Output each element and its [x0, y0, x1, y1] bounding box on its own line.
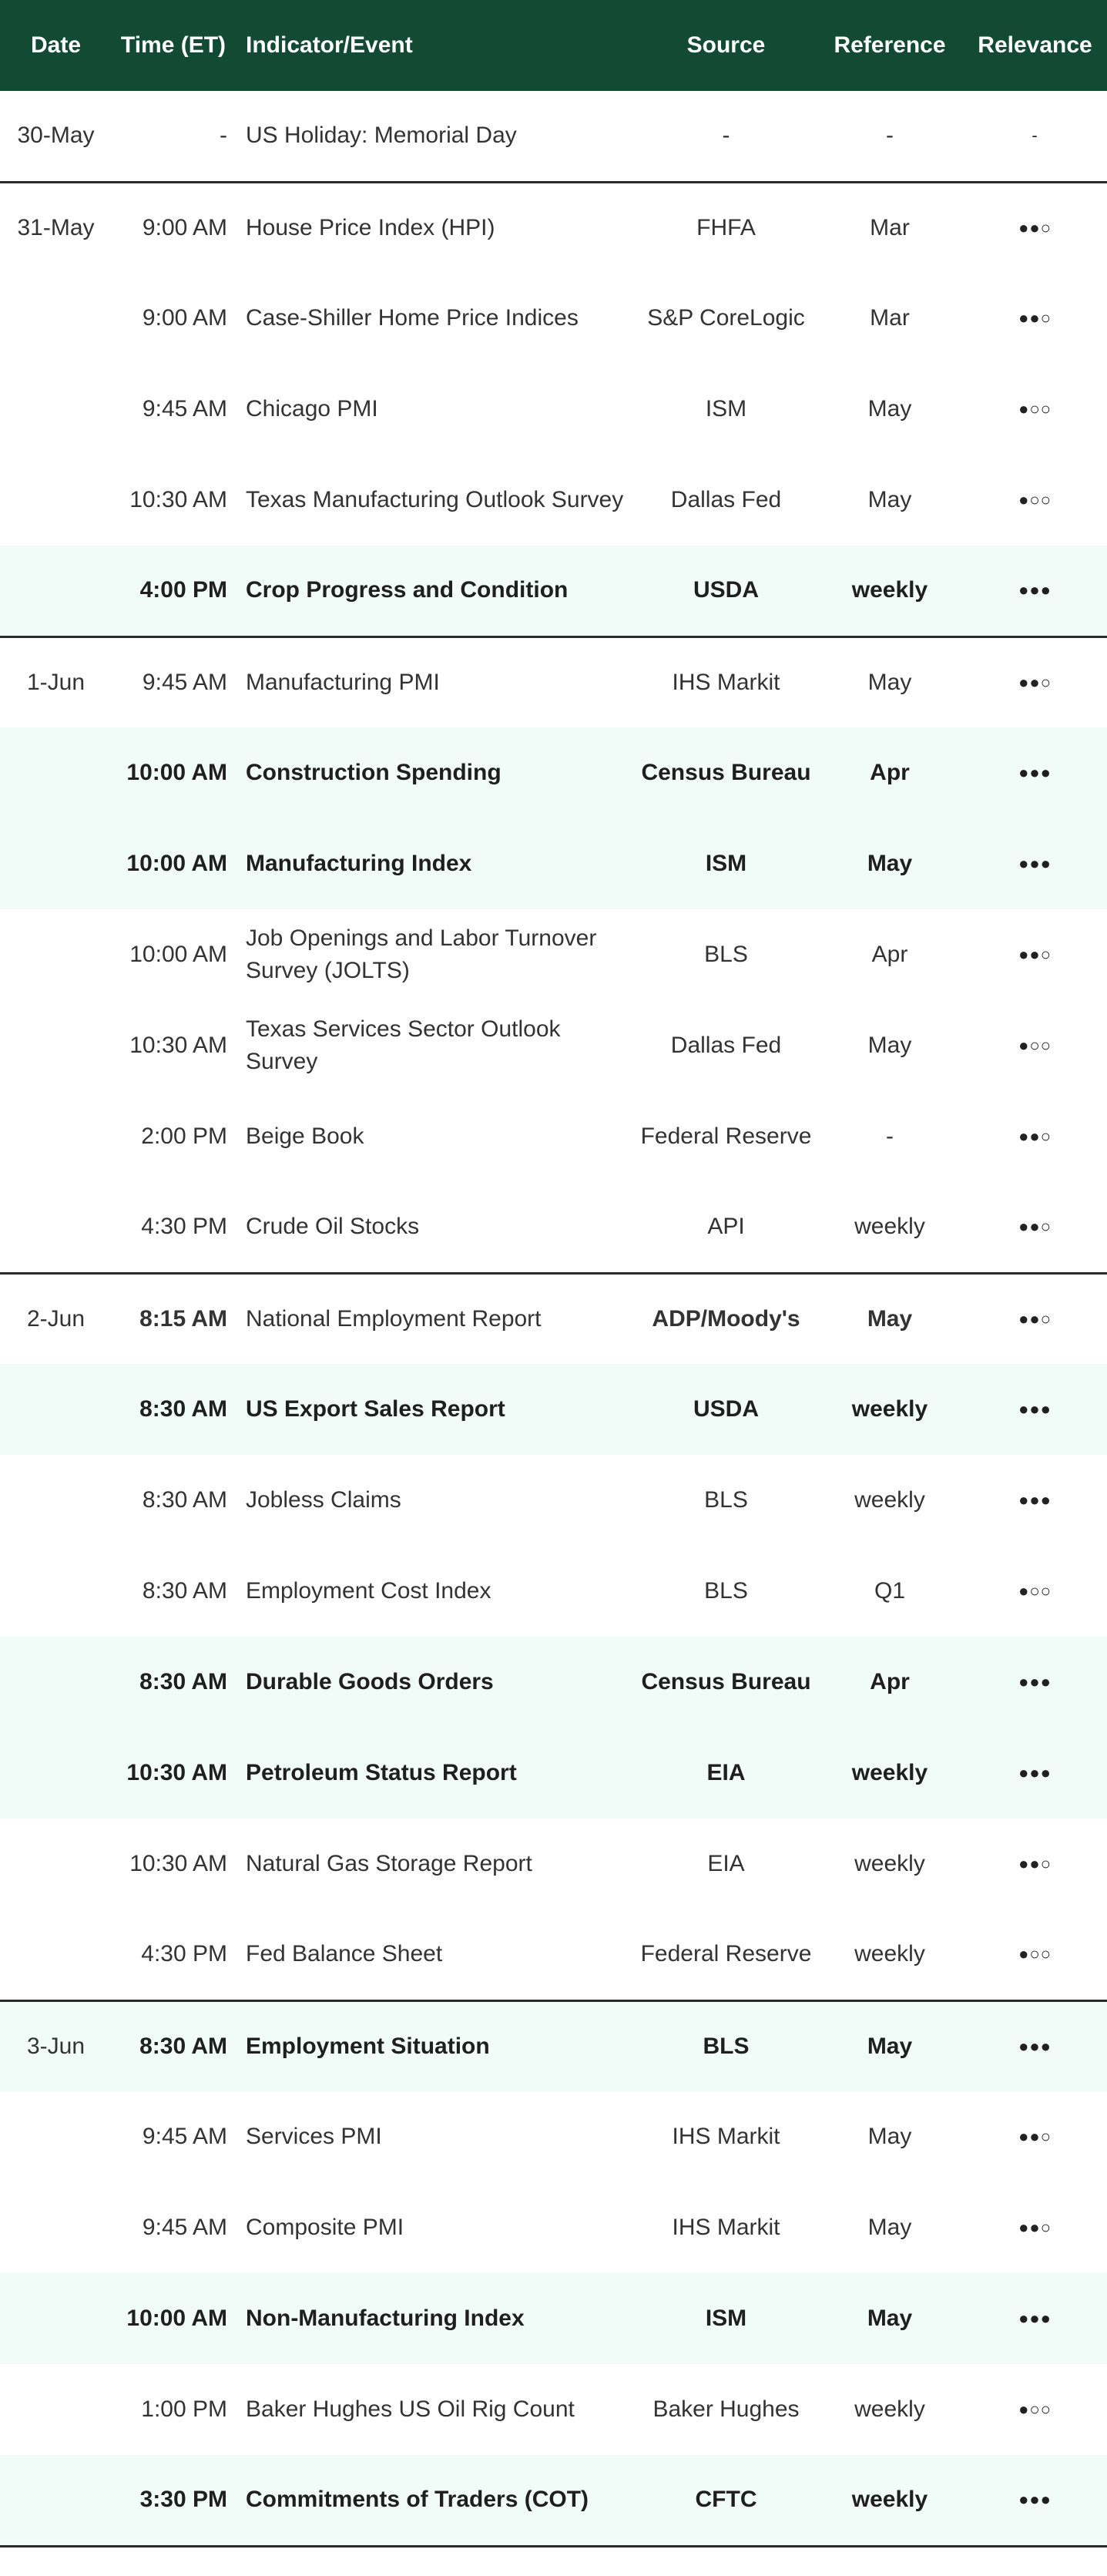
time-cell: 8:30 AM [112, 2000, 235, 2091]
header-date: Date [0, 0, 112, 91]
indicator-label: Texas Manufacturing Outlook Survey [246, 487, 624, 512]
table-row [0, 2000, 1107, 2091]
reference-cell: weekly [817, 1364, 963, 1455]
reference-cell: May [817, 636, 963, 727]
relevance-cell: ●○○ [1018, 1036, 1052, 1055]
indicator-label: Manufacturing PMI [246, 669, 440, 695]
time-cell: 10:30 AM [129, 487, 227, 512]
relevance-cell: ●●● [963, 727, 1107, 818]
reference-cell: Apr [817, 727, 963, 818]
indicator-label: Case-Shiller Home Price Indices [246, 305, 579, 331]
reference-cell: weekly [854, 1214, 925, 1240]
indicator-label: Durable Goods Orders [246, 1669, 494, 1694]
source-cell: USDA [636, 546, 817, 636]
indicator-label: US Export Sales Report [246, 1396, 505, 1422]
indicator-label: Services PMI [246, 2124, 382, 2149]
relevance-cell: ●●● [963, 2273, 1107, 2364]
table-header [0, 0, 1107, 91]
indicator-label: National Employment Report [246, 1305, 542, 1332]
time-cell: 9:00 AM [142, 305, 227, 331]
source-cell: IHS Markit [672, 2124, 780, 2149]
relevance-cell: ●●○ [1018, 2218, 1052, 2237]
reference-cell: weekly [854, 2396, 925, 2422]
time-cell: 4:00 PM [112, 546, 235, 636]
indicator-label: Chicago PMI [246, 396, 378, 421]
date-cell: 2-Jun [0, 1273, 112, 1364]
relevance-cell: ●○○ [1018, 399, 1052, 418]
relevance-cell: ●○○ [1018, 1581, 1052, 1600]
table-row [0, 1728, 1107, 1819]
reference-cell: weekly [817, 1728, 963, 1819]
source-cell: Census Bureau [636, 727, 817, 818]
relevance-cell: - [1032, 126, 1038, 146]
relevance-cell: ●○○ [1018, 490, 1052, 509]
reference-cell: May [817, 1273, 963, 1364]
table-row [0, 546, 1107, 636]
indicator-label: Non-Manufacturing Index [246, 2306, 525, 2331]
table-row [0, 2182, 1107, 2273]
indicator-cell [235, 1000, 636, 1091]
source-cell: Dallas Fed [670, 487, 782, 512]
table-row [0, 2273, 1107, 2364]
reference-cell: May [817, 818, 963, 909]
time-cell: 8:30 AM [112, 1364, 235, 1455]
time-cell: 10:30 AM [129, 1033, 227, 1058]
relevance-cell: ●●● [963, 1637, 1107, 1728]
source-cell: ISM [636, 2273, 817, 2364]
relevance-cell: ●●● [963, 818, 1107, 909]
source-cell: API [707, 1214, 745, 1240]
indicator-label: House Price Index (HPI) [246, 214, 495, 240]
header-source: Source [636, 0, 817, 91]
date-cell [0, 364, 112, 455]
date-cell [0, 455, 112, 546]
source-cell: ISM [705, 396, 747, 421]
table-row [0, 1364, 1107, 1455]
source-cell: - [722, 123, 730, 149]
indicator-cell [235, 1364, 636, 1455]
indicator-label: Commitments of Traders (COT) [246, 2487, 589, 2513]
source-cell: EIA [636, 1728, 817, 1819]
time-cell: 4:30 PM [141, 1941, 227, 1967]
time-cell: 8:15 AM [112, 1273, 235, 1364]
time-cell: 10:30 AM [112, 1728, 235, 1819]
table-row [0, 182, 1107, 273]
reference-cell: weekly [854, 1941, 925, 1967]
date-cell [0, 1546, 112, 1637]
indicator-cell [235, 546, 636, 636]
indicator-label: Job Openings and Labor Turnover Survey (JOLTS) [246, 925, 597, 983]
time-cell: 9:00 AM [112, 182, 235, 273]
header-row [0, 0, 1107, 91]
source-cell: Federal Reserve [640, 1123, 812, 1149]
source-cell: IHS Markit [636, 636, 817, 727]
relevance-cell: ●●● [1018, 1490, 1052, 1510]
date-cell: 30-May [17, 123, 95, 149]
indicator-label: Crude Oil Stocks [246, 1214, 420, 1240]
indicator-label: Jobless Claims [246, 1487, 401, 1513]
date-cell [0, 727, 112, 818]
table-row [0, 2091, 1107, 2182]
table-row [0, 2364, 1107, 2455]
relevance-cell: ●●● [963, 1728, 1107, 1819]
relevance-cell: ●●○ [1018, 2127, 1052, 2146]
table-row [0, 2455, 1107, 2546]
date-cell [0, 1909, 112, 2000]
table-row [0, 727, 1107, 818]
header-time: Time (ET) [112, 0, 235, 91]
indicator-cell [235, 727, 636, 818]
table-row [0, 636, 1107, 727]
relevance-cell: ●●○ [963, 182, 1107, 273]
source-cell: IHS Markit [672, 2215, 780, 2240]
indicator-label: Petroleum Status Report [246, 1760, 517, 1785]
date-cell [0, 273, 112, 364]
source-cell: CFTC [636, 2455, 817, 2546]
time-cell: 2:00 PM [141, 1123, 227, 1149]
indicator-label: Crop Progress and Condition [246, 577, 569, 603]
reference-cell: weekly [817, 546, 963, 636]
indicator-cell [235, 1909, 636, 2000]
relevance-cell: ●●○ [963, 636, 1107, 727]
indicator-cell [235, 2273, 636, 2364]
indicator-cell [235, 818, 636, 909]
indicator-cell [235, 2364, 636, 2455]
reference-cell: Mar [817, 182, 963, 273]
indicator-cell [235, 273, 636, 364]
reference-cell: - [886, 123, 894, 149]
table-body [0, 91, 1107, 2546]
table-row [0, 364, 1107, 455]
table-row [0, 91, 1107, 182]
time-cell: 10:00 AM [112, 818, 235, 909]
date-cell [0, 1819, 112, 1909]
header-relevance: Relevance [963, 0, 1107, 91]
table-row [0, 273, 1107, 364]
reference-cell: weekly [817, 2455, 963, 2546]
table-row [0, 1637, 1107, 1728]
indicator-label: Composite PMI [246, 2215, 404, 2240]
source-cell: ISM [636, 818, 817, 909]
relevance-cell: ●●○ [1018, 1217, 1052, 1237]
time-cell: 8:30 AM [112, 1637, 235, 1728]
source-cell: BLS [704, 942, 748, 967]
time-cell: 9:45 AM [142, 2124, 227, 2149]
time-cell: 9:45 AM [142, 2215, 227, 2240]
reference-cell: Q1 [874, 1578, 906, 1604]
time-cell: 10:00 AM [129, 942, 227, 967]
table-row [0, 1182, 1107, 1273]
table-row [0, 1546, 1107, 1637]
indicator-cell [235, 2455, 636, 2546]
indicator-label: US Holiday: Memorial Day [246, 123, 517, 149]
reference-cell: May [867, 396, 912, 421]
indicator-label: Natural Gas Storage Report [246, 1851, 532, 1876]
relevance-cell: ●●● [963, 546, 1107, 636]
source-cell: BLS [704, 1487, 748, 1513]
indicator-cell [235, 2000, 636, 2091]
date-cell: 1-Jun [0, 636, 112, 727]
indicator-cell [235, 1091, 636, 1182]
time-cell: 4:30 PM [141, 1214, 227, 1240]
source-cell: EIA [707, 1851, 745, 1876]
indicator-label: Beige Book [246, 1123, 364, 1149]
date-cell [0, 909, 112, 1000]
indicator-cell [235, 1455, 636, 1546]
indicator-label: Employment Situation [246, 2033, 490, 2059]
date-cell [0, 1091, 112, 1182]
relevance-cell: ●●● [963, 1364, 1107, 1455]
indicator-cell [235, 1273, 636, 1364]
source-cell: Dallas Fed [670, 1033, 782, 1058]
relevance-cell: ●●● [963, 2455, 1107, 2546]
date-cell [0, 818, 112, 909]
time-cell: 8:30 AM [142, 1578, 227, 1604]
source-cell: Census Bureau [636, 1637, 817, 1728]
date-cell [0, 1182, 112, 1273]
indicator-cell [235, 1728, 636, 1819]
reference-cell: weekly [854, 1851, 925, 1876]
indicator-cell [235, 909, 636, 1000]
indicator-cell [235, 1637, 636, 1728]
source-cell: S&P CoreLogic [647, 305, 805, 331]
source-cell: Baker Hughes [652, 2396, 800, 2422]
reference-cell: May [867, 487, 912, 512]
time-cell: 9:45 AM [112, 636, 235, 727]
reference-cell: May [817, 2273, 963, 2364]
date-cell [0, 1728, 112, 1819]
indicator-cell [235, 2182, 636, 2273]
table-row [0, 909, 1107, 1000]
reference-cell: May [817, 2000, 963, 2091]
date-cell [0, 2364, 112, 2455]
reference-cell: May [867, 2215, 912, 2240]
header-indicator: Indicator/Event [235, 0, 636, 91]
date-cell: 3-Jun [0, 2000, 112, 2091]
reference-cell: Apr [817, 1637, 963, 1728]
reference-cell: weekly [854, 1487, 925, 1513]
indicator-cell [235, 2091, 636, 2182]
table-row [0, 1091, 1107, 1182]
date-cell [0, 2091, 112, 2182]
relevance-cell: ●●○ [1018, 1127, 1052, 1146]
header-reference: Reference [817, 0, 963, 91]
reference-cell: - [886, 1123, 894, 1149]
source-cell: Federal Reserve [640, 1941, 812, 1967]
relevance-cell: ●○○ [1018, 2400, 1052, 2419]
relevance-cell: ●●● [963, 2000, 1107, 2091]
relevance-cell: ●●○ [963, 1273, 1107, 1364]
time-cell: 9:45 AM [142, 396, 227, 421]
indicator-cell [235, 1182, 636, 1273]
relevance-cell: ●●○ [1018, 945, 1052, 964]
indicator-label: Employment Cost Index [246, 1578, 491, 1604]
reference-cell: May [867, 1033, 912, 1058]
table-row [0, 1273, 1107, 1364]
source-cell: USDA [636, 1364, 817, 1455]
time-cell: 1:00 PM [141, 2396, 227, 2422]
time-cell: - [220, 123, 227, 149]
time-cell: 10:00 AM [112, 2273, 235, 2364]
date-cell [0, 1637, 112, 1728]
indicator-label: Construction Spending [246, 760, 502, 785]
relevance-cell: ●○○ [1018, 1944, 1052, 1964]
relevance-cell: ●●○ [1018, 1854, 1052, 1873]
date-cell [0, 2273, 112, 2364]
date-cell [0, 1455, 112, 1546]
indicator-cell [235, 364, 636, 455]
date-cell [0, 1364, 112, 1455]
source-cell: FHFA [636, 182, 817, 273]
indicator-label: Manufacturing Index [246, 851, 472, 876]
date-cell [0, 2455, 112, 2546]
indicator-cell [235, 1819, 636, 1909]
reference-cell: May [867, 2124, 912, 2149]
table-row [0, 1909, 1107, 2000]
indicator-cell [235, 455, 636, 546]
time-cell: 10:00 AM [112, 727, 235, 818]
table-row [0, 1000, 1107, 1091]
time-cell: 10:30 AM [129, 1851, 227, 1876]
indicator-cell [235, 1546, 636, 1637]
time-cell: 3:30 PM [112, 2455, 235, 2546]
date-cell [0, 2182, 112, 2273]
source-cell: BLS [636, 2000, 817, 2091]
table-row [0, 455, 1107, 546]
table-row [0, 1819, 1107, 1909]
time-cell: 8:30 AM [142, 1487, 227, 1513]
indicator-label: Texas Services Sector Outlook Survey [246, 1016, 561, 1074]
reference-cell: Apr [871, 942, 908, 967]
date-cell: 31-May [0, 182, 112, 273]
date-cell [0, 1000, 112, 1091]
indicator-label: Baker Hughes US Oil Rig Count [246, 2396, 575, 2422]
source-cell: BLS [704, 1578, 748, 1604]
indicator-cell [235, 182, 636, 273]
date-cell [0, 546, 112, 636]
indicator-cell [235, 91, 636, 182]
table-row [0, 1455, 1107, 1546]
relevance-cell: ●●○ [1018, 308, 1052, 327]
source-cell: ADP/Moody's [636, 1273, 817, 1364]
table-row [0, 818, 1107, 909]
indicator-label: Fed Balance Sheet [246, 1941, 443, 1967]
reference-cell: Mar [870, 305, 910, 331]
indicator-cell [235, 636, 636, 727]
